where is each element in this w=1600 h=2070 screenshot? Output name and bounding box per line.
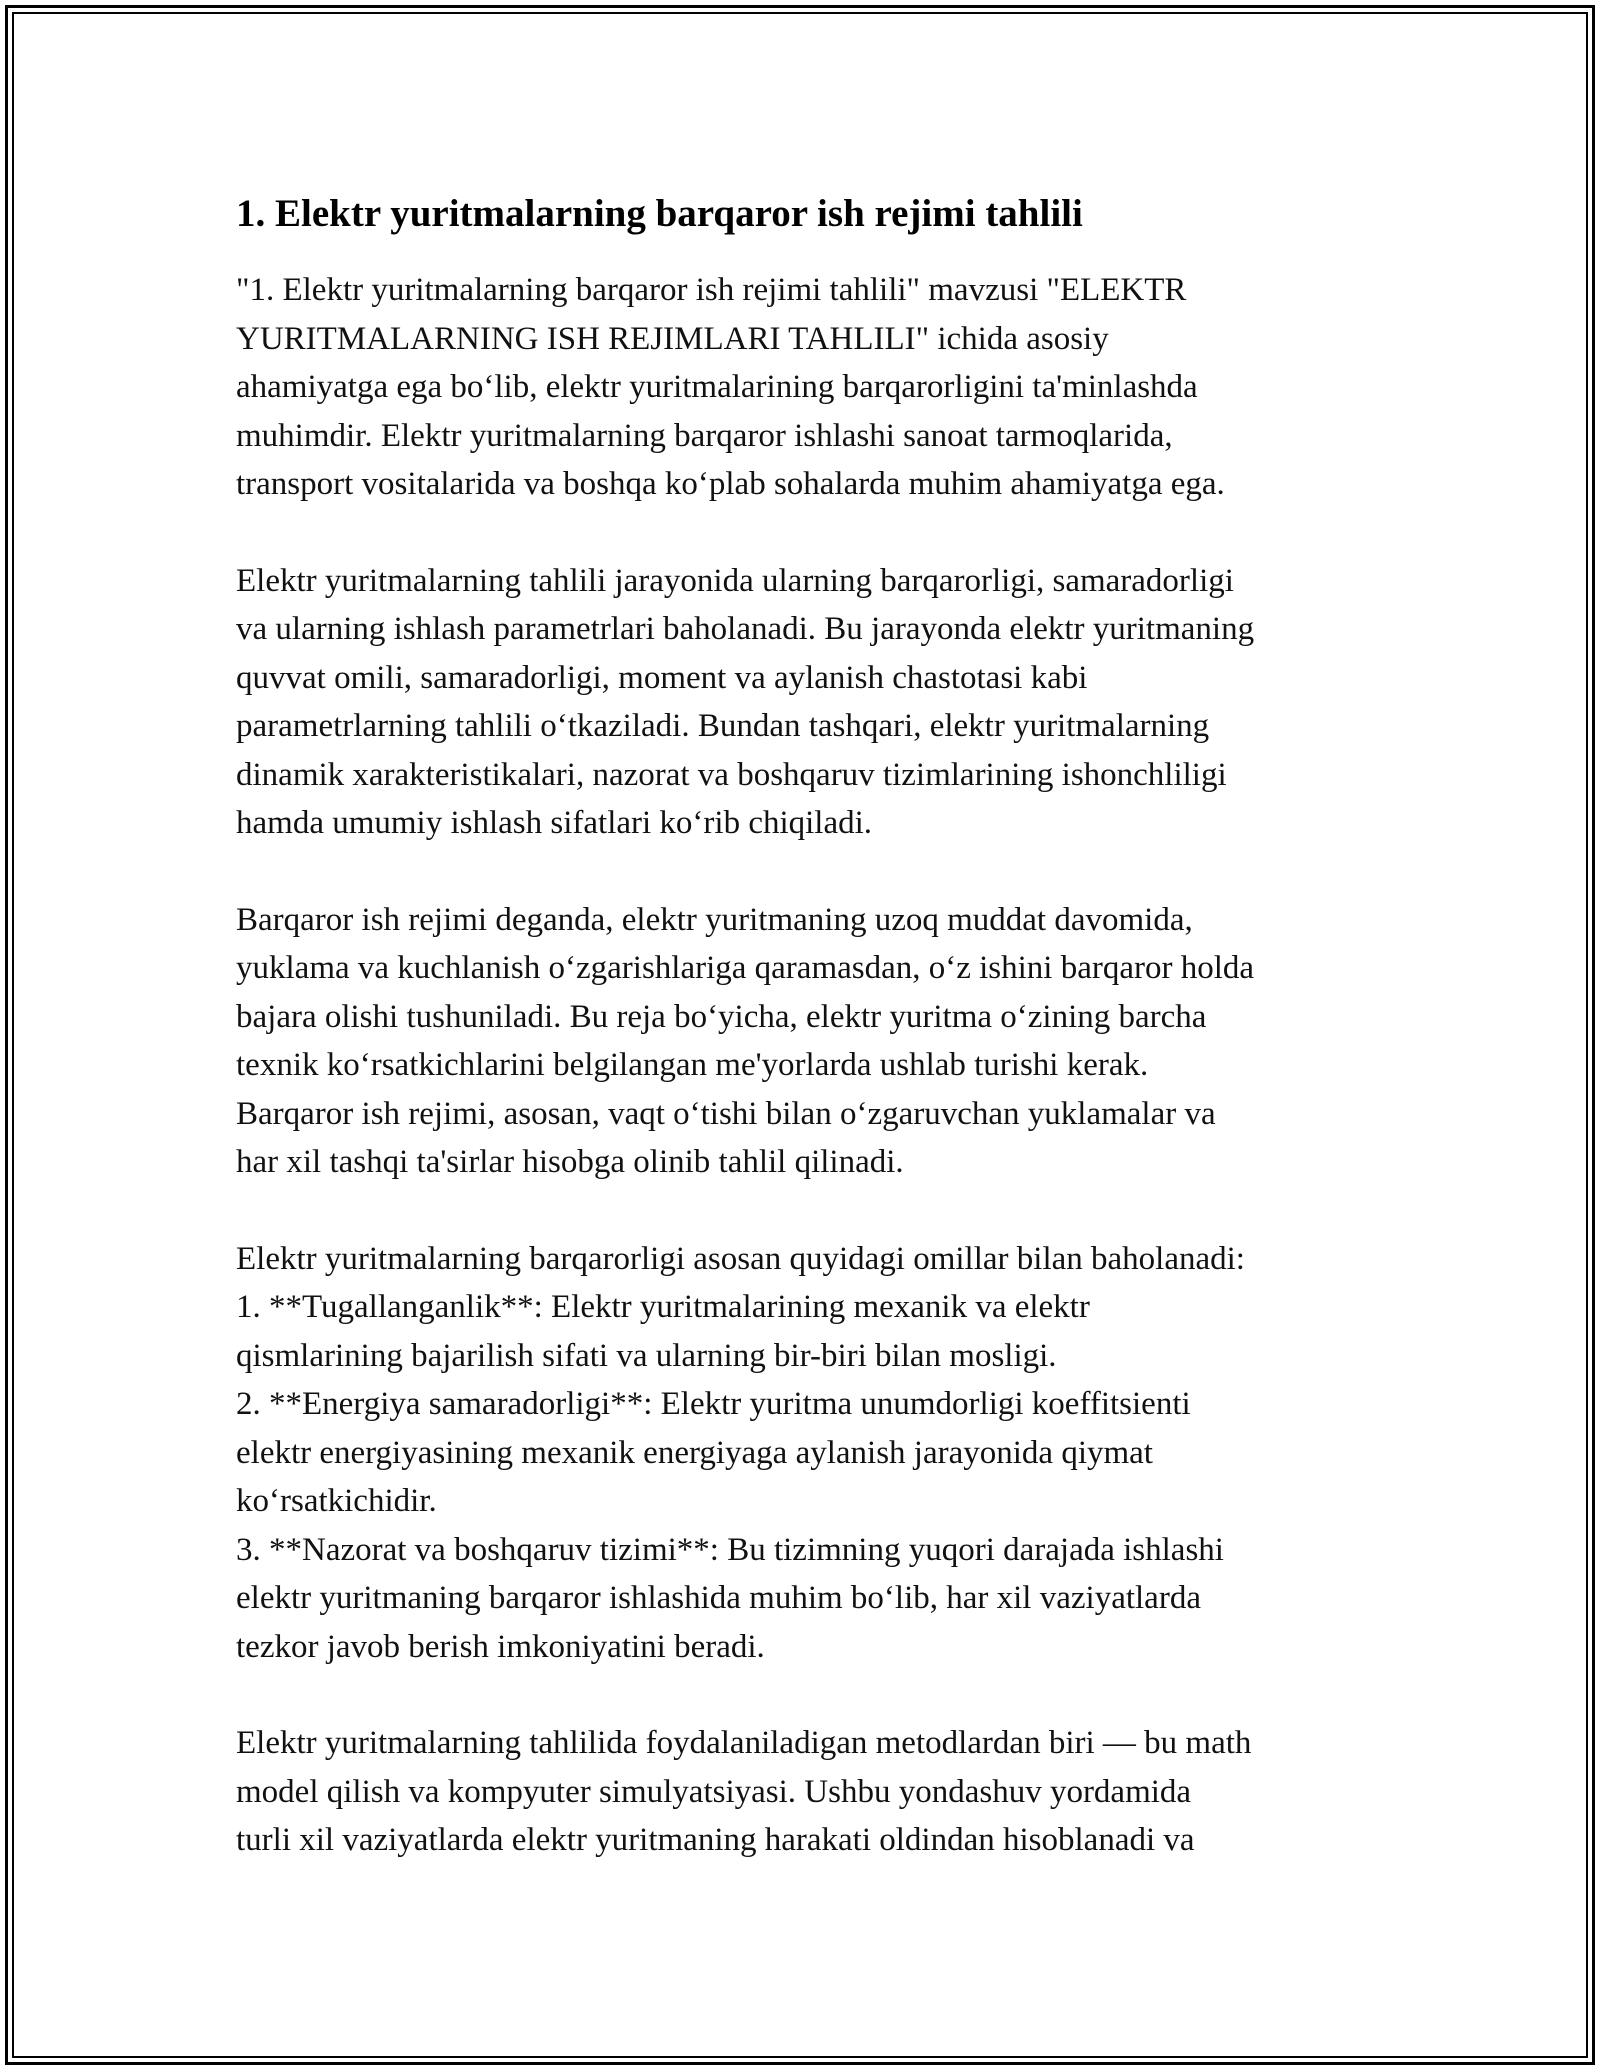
list-item: 1. **Tugallanganlik**: Elektr yuritmalarining mexanik va elektr (236, 1289, 1090, 1325)
text-line: hamda umumiy ishlash sifatlari ko‘rib chiqiladi. (236, 805, 873, 841)
text-line: Elektr yuritmalarning tahlili jarayonida ularning barqarorligi, samaradorligi (236, 562, 1234, 599)
text-line: model qilish va kompyuter simulyatsiyasi. Ushbu yondashuv yordamida (236, 1773, 1192, 1810)
text-line: texnik ko‘rsatkichlarini belgilangan me'yorlarda ushlab turishi kerak. (236, 1047, 1149, 1083)
text-line: tezkor javob berish imkoniyatini beradi. (236, 1628, 765, 1665)
paragraph-steady-state (236, 896, 1376, 1187)
text-line: Barqaror ish rejimi deganda, elektr yuritmaning uzoq muddat davomida, (236, 901, 1193, 938)
text-line: yuklama va kuchlanish o‘zgarishlariga qaramasdan, o‘z ishini barqaror holda (236, 950, 1255, 986)
text-line: Barqaror ish rejimi, asosan, vaqt o‘tishi bilan o‘zgaruvchan yuklamalar va (236, 1095, 1216, 1132)
text-line: elektr yuritmaning barqaror ishlashida muhim bo‘lib, har xil vaziyatlarda (236, 1580, 1201, 1616)
text-line: parametrlarning tahlili o‘tkaziladi. Bundan tashqari, elektr yuritmalarning (236, 708, 1210, 744)
text-line: muhimdir. Elektr yuritmalarning barqaror ishlashi sanoat tarmoqlarida, (236, 417, 1173, 454)
text-line: turli xil vaziyatlarda elektr yuritmaning harakati oldindan hisoblanadi va (236, 1822, 1195, 1858)
paragraph-analysis (236, 557, 1376, 848)
text-line: dinamik xarakteristikalari, nazorat va boshqaruv tizimlarining ishonchliligi (236, 756, 1227, 793)
text-line: quvvat omili, samaradorligi, moment va aylanish chastotasi kabi (236, 659, 1088, 696)
text-line: qismlarining bajarilish sifati va ularning bir-biri bilan mosligi. (236, 1337, 1057, 1374)
text-line: bajara olishi tushuniladi. Bu reja bo‘yicha, elektr yuritma o‘zining barcha (236, 998, 1207, 1035)
paragraph-intro (236, 266, 1376, 509)
text-line: Elektr yuritmalarning barqarorligi asosan quyidagi omillar bilan baholanadi: (236, 1240, 1245, 1277)
text-line: ko‘rsatkichidir. (236, 1483, 437, 1519)
text-line: transport vositalarida va boshqa ko‘plab sohalarda muhim ahamiyatga ega. (236, 466, 1225, 502)
text-line: "1. Elektr yuritmalarning barqaror ish rejimi tahlili" mavzusi "ELEKTR (236, 272, 1187, 308)
text-line: va ularning ishlash parametrlari baholanadi. Bu jarayonda elektr yuritmaning (236, 611, 1255, 647)
list-item: 2. **Energiya samaradorligi**: Elektr yuritma unumdorligi koeffitsienti (236, 1386, 1191, 1422)
text-line: elektr energiyasining mexanik energiyaga aylanish jarayonida qiymat (236, 1434, 1153, 1471)
document-body (236, 188, 1376, 1913)
paragraph-methods (236, 1719, 1376, 1865)
text-line: YURITMALARNING ISH REJIMLARI TAHLILI" ichida asosiy (236, 320, 1109, 357)
text-line: ahamiyatga ega bo‘lib, elektr yuritmalarining barqarorligini ta'minlashda (236, 369, 1198, 405)
list-item: 3. **Nazorat va boshqaruv tizimi**: Bu tizimning yuqori darajada ishlashi (236, 1531, 1224, 1568)
text-line: har xil tashqi ta'sirlar hisobga olinib tahlil qilinadi. (236, 1144, 904, 1180)
paragraph-factors-list (236, 1235, 1376, 1672)
text-line: Elektr yuritmalarning tahlilida foydalaniladigan metodlardan biri — bu math (236, 1725, 1252, 1761)
section-heading: 1. Elektr yuritmalarning barqaror ish rejimi tahlili (236, 192, 1083, 235)
